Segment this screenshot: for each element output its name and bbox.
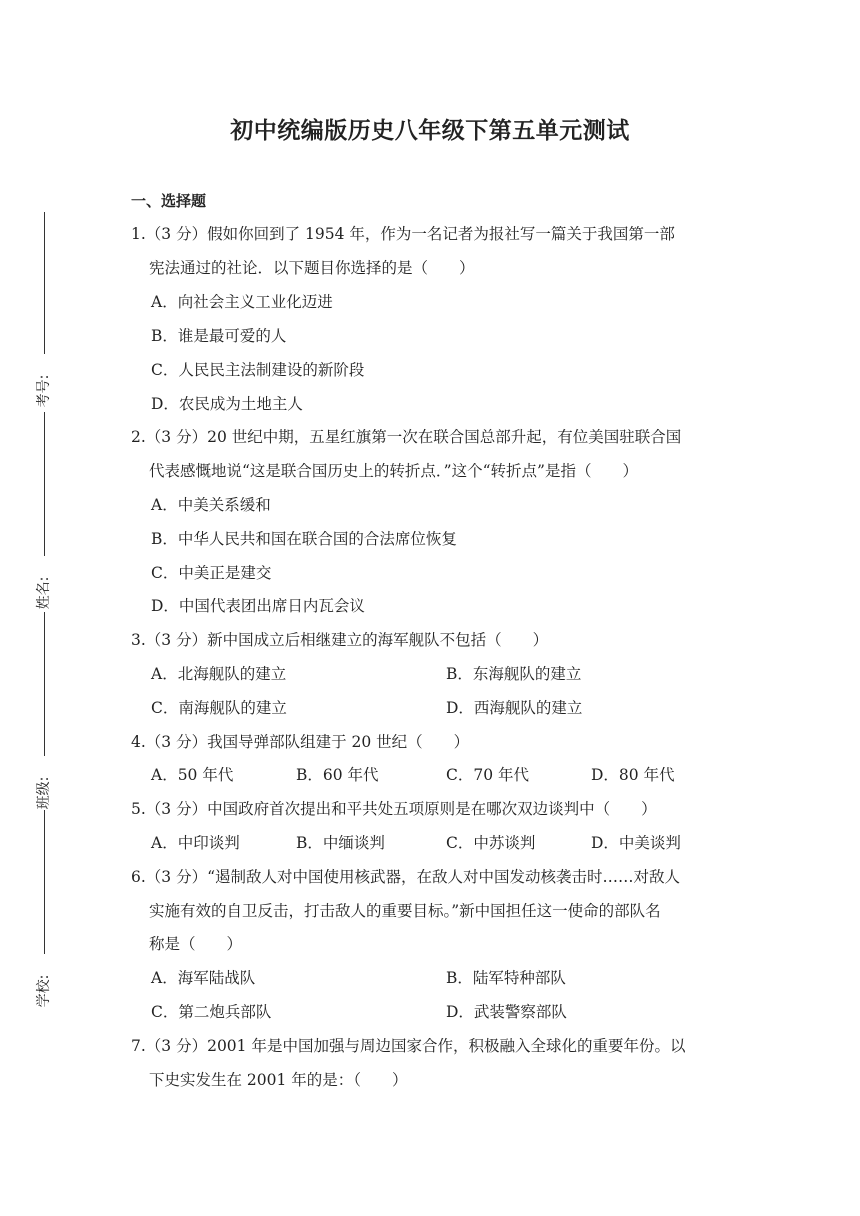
question-6-option-a: A．海军陆战队 — [151, 969, 256, 987]
question-3-option-c: C．南海舰队的建立 — [151, 699, 287, 717]
question-5-option-c: C．中苏谈判 — [446, 834, 536, 852]
question-1-option-c: C．人民民主法制建设的新阶段 — [151, 361, 365, 379]
question-5-option-a: A．中印谈判 — [151, 834, 240, 852]
question-6-line-1: 6.（3 分）“遏制敌人对中国使用核武器，在敌人对中国发动核袭击时……对敌人 — [131, 868, 681, 886]
binding-line-exam-no — [44, 212, 45, 354]
question-4-option-c: C．70 年代 — [446, 766, 530, 784]
binding-line-class — [44, 612, 45, 756]
question-5-option-d: D．中美谈判 — [591, 834, 681, 852]
question-3-line-1: 3.（3 分）新中国成立后相继建立的海军舰队不包括（ ） — [131, 631, 549, 649]
question-7-line-1: 7.（3 分）2001 年是中国加强与周边国家合作，积极融入全球化的重要年份。以 — [131, 1037, 686, 1055]
question-5-option-b: B．中缅谈判 — [296, 834, 385, 852]
label-name: 姓名: — [36, 576, 52, 610]
question-2-option-d: D．中国代表团出席日内瓦会议 — [151, 597, 365, 615]
question-2-option-b: B．中华人民共和国在联合国的合法席位恢复 — [151, 530, 457, 548]
label-school: 学校: — [36, 974, 52, 1008]
question-3-option-a: A．北海舰队的建立 — [151, 665, 287, 683]
section-heading: 一、选择题 — [131, 192, 207, 210]
question-5-line-1: 5.（3 分）中国政府首次提出和平共处五项原则是在哪次双边谈判中（ ） — [131, 800, 657, 818]
binding-line-school — [44, 810, 45, 954]
question-2-option-a: A．中美关系缓和 — [151, 496, 271, 514]
question-6-option-d: D．武装警察部队 — [446, 1003, 567, 1021]
question-3-option-b: B．东海舰队的建立 — [446, 665, 582, 683]
page-title: 初中统编版历史八年级下第五单元测试 — [230, 118, 630, 144]
question-1-option-a: A．向社会主义工业化迈进 — [151, 293, 333, 311]
question-2-line-2: 代表感慨地说“这是联合国历史上的转折点．”这个“转折点”是指（ ） — [149, 462, 638, 480]
binding-line-name — [44, 412, 45, 556]
question-4-line-1: 4.（3 分）我国导弹部队组建于 20 世纪（ ） — [131, 733, 470, 751]
question-2-option-c: C．中美正是建交 — [151, 564, 272, 582]
label-exam-no: 考号: — [36, 374, 52, 408]
question-6-line-2: 实施有效的自卫反击，打击敌人的重要目标。”新中国担任这一使命的部队名 — [149, 902, 661, 920]
question-2-line-1: 2.（3 分）20 世纪中期，五星红旗第一次在联合国总部升起，有位美国驻联合国 — [131, 428, 682, 446]
question-1-line-1: 1.（3 分）假如你回到了 1954 年，作为一名记者为报社写一篇关于我国第一部 — [131, 225, 675, 243]
question-4-option-a: A．50 年代 — [151, 766, 234, 784]
label-class: 班级: — [36, 776, 52, 810]
question-1-option-d: D．农民成为土地主人 — [151, 395, 303, 413]
question-7-line-2: 下史实发生在 2001 年的是：（ ） — [149, 1071, 408, 1089]
question-1-line-2: 宪法通过的社论．以下题目你选择的是（ ） — [149, 259, 475, 277]
question-6-line-3: 称是（ ） — [149, 935, 243, 953]
question-4-option-d: D．80 年代 — [591, 766, 675, 784]
question-6-option-c: C．第二炮兵部队 — [151, 1003, 272, 1021]
question-4-option-b: B．60 年代 — [296, 766, 379, 784]
question-6-option-b: B．陆军特种部队 — [446, 969, 566, 987]
question-3-option-d: D．西海舰队的建立 — [446, 699, 583, 717]
question-1-option-b: B．谁是最可爱的人 — [151, 327, 287, 345]
